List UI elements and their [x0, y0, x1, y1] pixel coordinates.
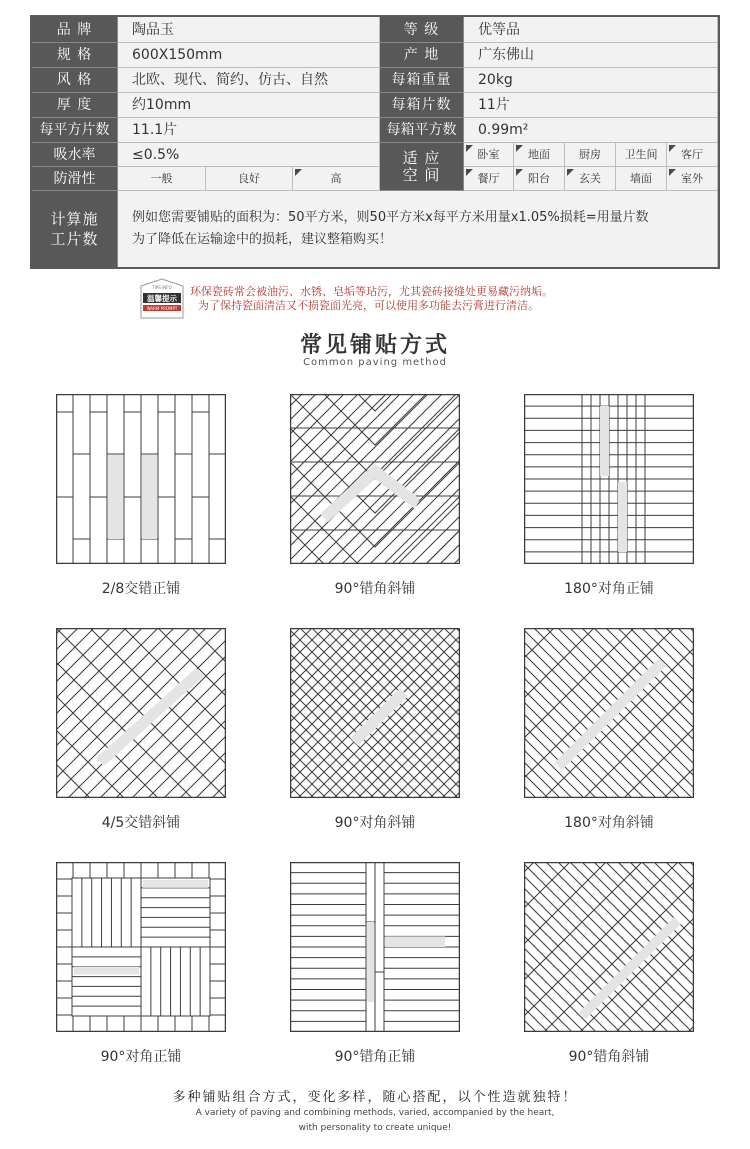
pattern-diagram-p4 — [56, 628, 226, 798]
warm-prompt-badge-icon — [137, 278, 187, 320]
pattern-diagram-p2 — [290, 394, 460, 564]
badge-top-text: TIPS INFO — [152, 285, 172, 290]
pattern-diagram-p1 — [56, 394, 226, 564]
pattern-caption-p6: 180°对角斜铺 — [564, 815, 654, 831]
pattern-caption-p1: 2/8交错正铺 — [101, 581, 181, 597]
checked-mark-icon — [669, 169, 676, 176]
pattern-diagram-p7 — [56, 862, 226, 1032]
pattern-caption-p7: 90°对角正铺 — [100, 1049, 182, 1065]
spec-label-brand: 品 牌 — [32, 17, 118, 43]
badge-title: 温馨提示 — [147, 294, 177, 303]
spec-label-style: 风 格 — [32, 68, 118, 93]
checked-mark-icon — [567, 169, 574, 176]
spec-label-water-absorption: 吸水率 — [32, 143, 118, 167]
spec-value-weight: 20kg — [464, 68, 718, 93]
slip-option-high: 高 — [293, 167, 380, 191]
spec-label-slip-resistance: 防滑性 — [32, 167, 118, 191]
checked-mark-icon — [669, 145, 676, 152]
pattern-caption-p4: 4/5交错斜铺 — [101, 815, 181, 831]
space-floor: 地面 — [514, 143, 565, 167]
pattern-caption-p2: 90°错角斜铺 — [334, 581, 416, 597]
calc-line-1: 例如您需要铺贴的面积为：50平方米，则50平方米x每平方米用量x1.05%损耗=用量片数 — [132, 210, 649, 225]
spec-value-pieces-per-sqm: 11.1片 — [118, 118, 380, 143]
pattern-diagram-p3 — [524, 394, 694, 564]
spec-label-weight: 每箱重量 — [380, 68, 464, 93]
checked-mark-icon — [466, 169, 473, 176]
spec-value-brand: 陶品玉 — [118, 17, 380, 43]
checked-mark-icon — [516, 169, 523, 176]
slip-option-normal: 一般 — [118, 167, 206, 191]
tip-line-1: 环保瓷砖常会被油污、水锈、皂垢等玷污，尤其瓷砖接缝处更易藏污纳垢。 — [190, 285, 553, 298]
footer-slogan: 多种铺贴组合方式，变化多样，随心搭配，以个性造就独特！ — [172, 1090, 578, 1105]
spec-table — [30, 15, 720, 269]
spec-value-style: 北欧、现代、简约、仿古、自然 — [118, 68, 380, 93]
spec-label-pieces-per-box: 每箱片数 — [380, 93, 464, 118]
checked-mark-icon — [295, 169, 302, 176]
section-title: 常见铺贴方式 — [299, 333, 450, 358]
space-dining-room: 餐厅 — [464, 167, 514, 191]
tip-line-2: 为了保持瓷面清洁又不损瓷面光亮，可以使用多功能去污膏进行清洁。 — [198, 299, 539, 312]
spec-label-applicable-space: 适 应 空 间 — [380, 143, 464, 191]
pattern-caption-p5: 90°对角斜铺 — [334, 815, 416, 831]
spec-value-size: 600X150mm — [118, 43, 380, 68]
spec-label-grade: 等 级 — [380, 17, 464, 43]
footer-english-line-1: A variety of paving and combining methods, varied, accompanied by the heart, — [195, 1108, 555, 1118]
space-wall: 墙面 — [616, 167, 667, 191]
spec-label-thickness: 厚 度 — [32, 93, 118, 118]
spec-label-size: 规 格 — [32, 43, 118, 68]
spec-label-sqm-per-box: 每箱平方数 — [380, 118, 464, 143]
pattern-caption-p8: 90°错角正铺 — [334, 1049, 416, 1065]
space-kitchen: 厨房 — [565, 143, 616, 167]
pattern-diagram-p5 — [290, 628, 460, 798]
spec-value-thickness: 约10mm — [118, 93, 380, 118]
calc-line-2: 为了降低在运输途中的损耗，建议整箱购买！ — [132, 232, 393, 247]
space-bathroom: 卫生间 — [616, 143, 667, 167]
spec-calculation-text — [118, 191, 718, 267]
space-balcony: 阳台 — [514, 167, 565, 191]
pattern-diagram-p8 — [290, 862, 460, 1032]
spec-label-calculation: 计算施 工片数 — [32, 191, 118, 267]
space-outdoor: 室外 — [667, 167, 718, 191]
spec-value-origin: 广东佛山 — [464, 43, 718, 68]
space-living-room: 客厅 — [667, 143, 718, 167]
pattern-diagram-p9 — [524, 862, 694, 1032]
spec-value-water-absorption: ≤0.5% — [118, 143, 380, 167]
pattern-caption-p3: 180°对角正铺 — [564, 581, 654, 597]
badge-subtitle: WARM PROMPT — [146, 305, 178, 311]
section-subtitle: Common paving method — [303, 357, 447, 368]
checked-mark-icon — [466, 145, 473, 152]
pattern-diagram-p6 — [524, 628, 694, 798]
spec-value-sqm-per-box: 0.99m² — [464, 118, 718, 143]
space-bedroom: 卧室 — [464, 143, 514, 167]
space-entrance: 玄关 — [565, 167, 616, 191]
spec-label-pieces-per-sqm: 每平方片数 — [32, 118, 118, 143]
spec-label-origin: 产 地 — [380, 43, 464, 68]
spec-value-pieces-per-box: 11片 — [464, 93, 718, 118]
footer-english-line-2: with personality to create unique! — [298, 1123, 452, 1133]
slip-option-good: 良好 — [206, 167, 293, 191]
pattern-caption-p9: 90°错角斜铺 — [568, 1049, 650, 1065]
checked-mark-icon — [516, 145, 523, 152]
spec-value-grade: 优等品 — [464, 17, 718, 43]
care-tip — [190, 285, 553, 313]
